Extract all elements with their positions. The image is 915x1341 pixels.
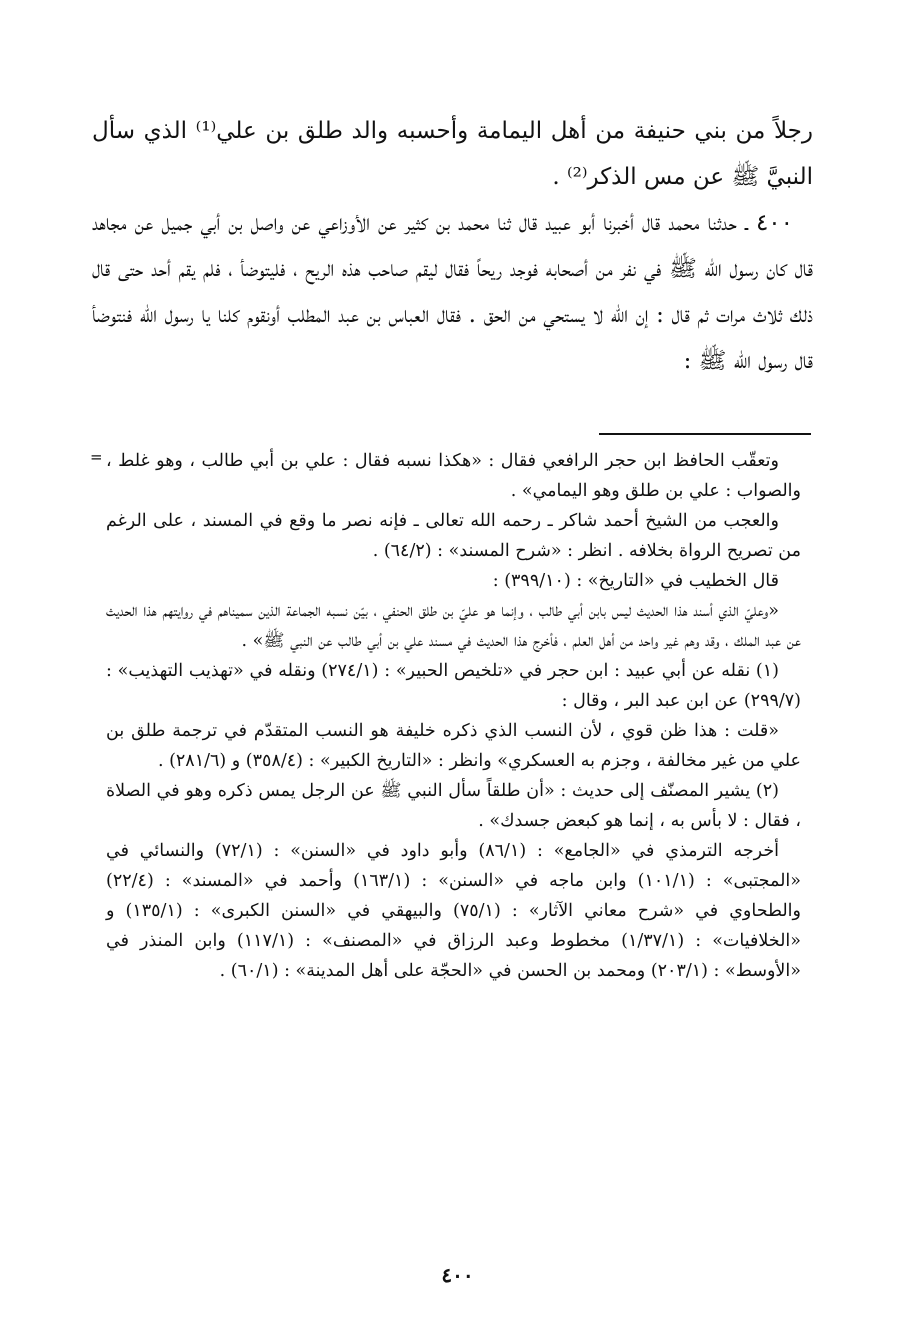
main-paragraph-hadith-400: ٤٠٠ ـ حدثنا محمد قال أخبرنا أبو عبيد قال ثنا محمد بن كثير عن الأوزاعي عن واصل بن أبي جميل عن مجاهد قال كان رسول الله ﷺ في نفر من أصحابه فوجد ريحاً فقال ليقم صاحب هذه الريح ، فليتوضأ ، فلم يقم أحد حتى قال ذلك ثلاث مرات ثم قال : إن الله لا يستحي من الحق . فقال العباس بن عبد المطلب أونقوم كلنا يا رسول الله فنتوضأ قال رسول الله ﷺ : (92, 210, 813, 374)
footnote-2: (٢) يشير المصنّف إلى حديث : «أن طلقاً سأل النبي ﷺ عن الرجل يمس ذكره وهو في الصلاة ، فقال : لا بأس به ، إنما هو كبعض جسدك» . (106, 781, 801, 831)
footnote-quote: «وعليّ الذي أسند هذا الحديث ليس بابن أبي طالب ، وإنما هو عليّ بن طلق الحنفي ، بيّن نسبه الجماعة الذين سميناهم في روايتهم هذا الحديث عن عبد الملك ، وقد وهم غير واحد من أهل العلم ، فأخرج هذا الحديث في مسند علي بن أبي طالب عن النبي ﷺ» . (106, 601, 801, 651)
footnote-paragraph: أخرجه الترمذي في «الجامع» : (٨٦/١) وأبو داود في «السنن» : (٧٢/١) والنسائي في «المجتبى» : (١٠١/١) وابن ماجه في «السنن» : (١٦٣/١) وأحمد في «المسند» : (٢٢/٤) والطحاوي في «شرح معاني الآثار» : (٧٥/١) والبيهقي في «السنن الكبرى» : (١٣٥/١) و «الخلافيات» : (١/٣٧/١) مخطوط وعبد الرزاق في «المصنف» : (١١٧/١) وابن المنذر في «الأوسط» : (٢٠٣/١) ومحمد بن الحسن في «الحجّة على أهل المدينة» : (٦٠/١) . (106, 841, 802, 981)
footnote-1: (١) نقله عن أبي عبيد : ابن حجر في «تلخيص الحبير» : (٢٧٤/١) ونقله في «تهذيب التهذيب» : (٢٩٩/٧) عن ابن عبد البر ، وقال : (106, 661, 801, 711)
main-paragraph-1: رجلاً من بني حنيفة من أهل اليمامة وأحسبه والد طلق بن علي⁽¹⁾ الذي سأل النبيَّ ﷺ عن مس الذكر⁽²⁾ . (92, 118, 813, 190)
footnote-separator (599, 433, 811, 435)
footnote-paragraph: وتعقّب الحافظ ابن حجر الرافعي فقال : «هكذا نسبه فقال : علي بن أبي طالب ، وهو غلط ، والصواب : علي بن طلق وهو اليمامي» . (106, 451, 801, 501)
continuation-mark: = (90, 448, 103, 466)
main-text (92, 108, 813, 384)
footnote-quote: «قلت : هذا ظن قوي ، لأن النسب الذي ذكره خليفة هو النسب المتقدّم في ترجمة طلق بن علي من غير مخالفة ، وجزم به العسكري» وانظر : «التاريخ الكبير» : (٣٥٨/٤) و (٢٨١/٦) . (106, 721, 801, 771)
page-number: ٤٠٠ (441, 1263, 474, 1287)
footnotes (106, 446, 801, 986)
footnote-paragraph: والعجب من الشيخ أحمد شاكر ـ رحمه الله تعالى ـ فإنه نصر ما وقع في المسند ، على الرغم من تصريح الرواة بخلافه . انظر : «شرح المسند» : (٦٤/٢) . (106, 511, 801, 561)
footnote-paragraph: قال الخطيب في «التاريخ» : (٣٩٩/١٠) : (492, 571, 779, 591)
